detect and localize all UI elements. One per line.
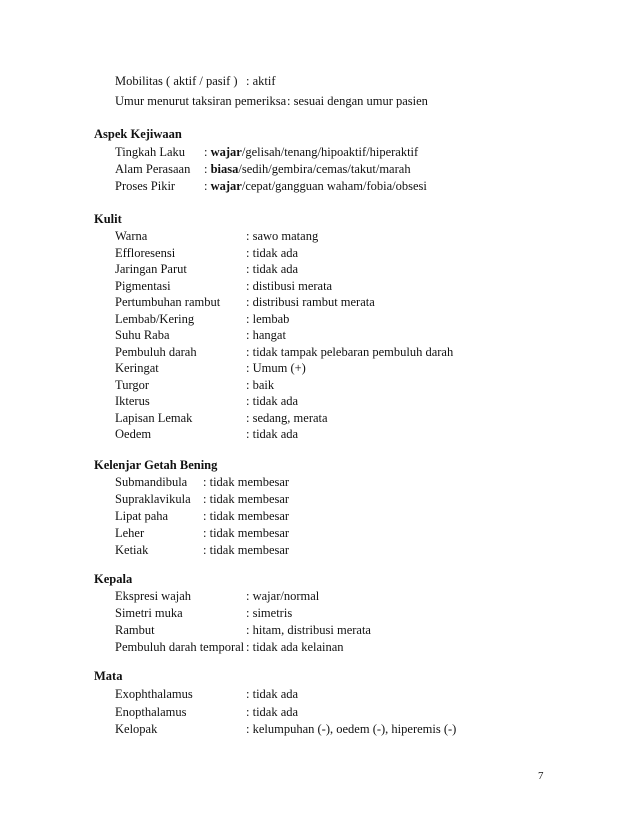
kulit-label: Pembuluh darah bbox=[115, 344, 197, 359]
section-heading-kepala: Kepala bbox=[94, 572, 133, 586]
mata-value: : kelumpuhan (-), oedem (-), hiperemis (-) bbox=[246, 722, 457, 736]
mata-label: Exophthalamus bbox=[115, 687, 193, 701]
kulit-label: Pertumbuhan rambut bbox=[115, 295, 221, 309]
section-heading-mata: Mata bbox=[94, 669, 123, 683]
section-heading-kejiwaan: Aspek Kejiwaan bbox=[94, 127, 182, 141]
kulit-label: Turgor bbox=[115, 377, 150, 392]
kulit-label: Jaringan Parut bbox=[115, 262, 187, 276]
mobilitas-value: : aktif bbox=[246, 74, 276, 88]
kgb-label: Supraklavikula bbox=[115, 492, 191, 506]
kepala-value: : wajar/normal bbox=[246, 589, 320, 603]
kepala-value: : tidak ada kelainan bbox=[246, 640, 344, 654]
kulit-value: : distribusi rambut merata bbox=[246, 295, 375, 309]
mobilitas-label: Mobilitas ( aktif / pasif ) bbox=[115, 74, 238, 88]
umur-label: Umur menurut taksiran pemeriksa bbox=[115, 94, 287, 108]
page-number: 7 bbox=[538, 770, 544, 782]
kejiwaan-label: Alam Perasaan bbox=[115, 162, 191, 176]
kulit-value: : tidak tampak pelebaran pembuluh darah bbox=[246, 344, 454, 359]
kulit-value: : hangat bbox=[246, 328, 286, 342]
kgb-value: : tidak membesar bbox=[203, 543, 290, 557]
kulit-value: : distibusi merata bbox=[246, 278, 333, 293]
umur-value: : sesuai dengan umur pasien bbox=[287, 94, 428, 108]
kulit-value: : sawo matang bbox=[246, 229, 319, 243]
kulit-label: Pigmentasi bbox=[115, 278, 171, 293]
kulit-label: Lapisan Lemak bbox=[115, 410, 193, 425]
kulit-value: : tidak ada bbox=[246, 245, 299, 260]
mata-label: Enopthalamus bbox=[115, 704, 187, 719]
kulit-label: Oedem bbox=[115, 427, 152, 441]
kejiwaan-value: : wajar/gelisah/tenang/hipoaktif/hiperaktif bbox=[204, 145, 419, 159]
kulit-value: : tidak ada bbox=[246, 262, 299, 276]
kulit-value: : tidak ada bbox=[246, 394, 299, 408]
kulit-label: Lembab/Kering bbox=[115, 311, 195, 326]
kulit-value: : lembab bbox=[246, 311, 290, 326]
kepala-label: Simetri muka bbox=[115, 606, 183, 620]
kepala-label: Ekspresi wajah bbox=[115, 589, 192, 603]
section-heading-kulit: Kulit bbox=[94, 212, 122, 226]
kulit-value: : baik bbox=[246, 377, 275, 392]
section-heading-kgb: Kelenjar Getah Bening bbox=[94, 458, 218, 472]
kulit-value: : sedang, merata bbox=[246, 410, 328, 425]
kepala-value: : hitam, distribusi merata bbox=[246, 623, 371, 637]
kulit-label: Ikterus bbox=[115, 394, 150, 408]
kulit-value: : tidak ada bbox=[246, 427, 299, 441]
kgb-label: Submandibula bbox=[115, 475, 188, 489]
kgb-label: Ketiak bbox=[115, 543, 149, 557]
kejiwaan-label: Tingkah Laku bbox=[115, 145, 186, 159]
kejiwaan-value: : wajar/cepat/gangguan waham/fobia/obsesi bbox=[204, 179, 427, 193]
kulit-label: Keringat bbox=[115, 361, 159, 375]
kgb-value: : tidak membesar bbox=[203, 526, 290, 540]
mata-label: Kelopak bbox=[115, 722, 158, 736]
kgb-value: : tidak membesar bbox=[203, 509, 290, 523]
kepala-label: Pembuluh darah temporal bbox=[115, 640, 245, 654]
kgb-label: Leher bbox=[115, 526, 145, 540]
kulit-label: Effloresensi bbox=[115, 245, 176, 260]
kepala-label: Rambut bbox=[115, 623, 155, 637]
mata-value: : tidak ada bbox=[246, 687, 299, 701]
mata-value: : tidak ada bbox=[246, 704, 299, 719]
kepala-value: : simetris bbox=[246, 606, 293, 620]
kgb-value: : tidak membesar bbox=[203, 492, 290, 506]
kejiwaan-value: : biasa/sedih/gembira/cemas/takut/marah bbox=[204, 162, 411, 176]
kejiwaan-label: Proses Pikir bbox=[115, 179, 176, 193]
kulit-label: Suhu Raba bbox=[115, 328, 170, 342]
kgb-value: : tidak membesar bbox=[203, 475, 290, 489]
kulit-label: Warna bbox=[115, 229, 148, 243]
kgb-label: Lipat paha bbox=[115, 509, 169, 523]
kulit-value: : Umum (+) bbox=[246, 361, 306, 375]
